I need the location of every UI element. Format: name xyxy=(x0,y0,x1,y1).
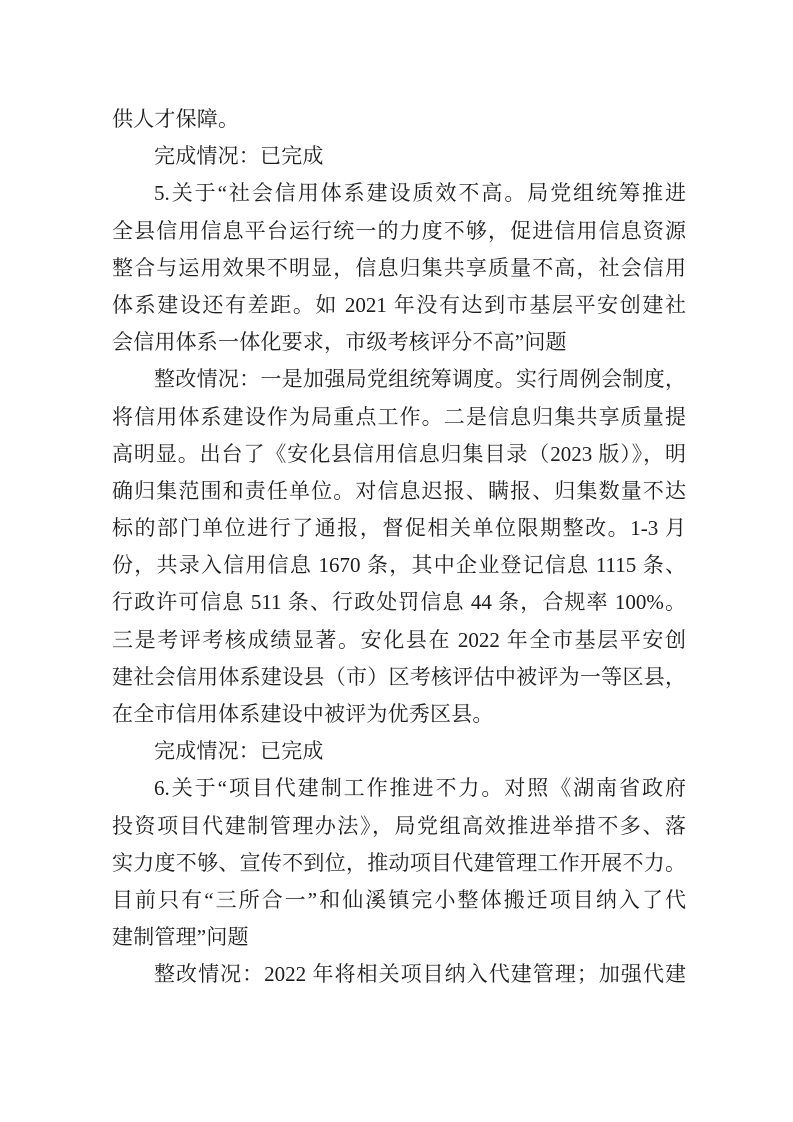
text-line: 6.关于“项目代建制工作推进不力。对照《湖南省政府 xyxy=(154,776,686,801)
text-line: 目前只有“三所合一”和仙溪镇完小整体搬迁项目纳入了代 xyxy=(112,887,686,912)
text-line: 全县信用信息平台运行统一的力度不够，促进信用信息资源 xyxy=(112,218,686,243)
text-line: 建制管理”问题 xyxy=(112,925,249,950)
text-line: 三是考评考核成绩显著。安化县在 2022 年全市基层平安创 xyxy=(112,627,686,652)
text-line: 在全市信用体系建设中被评为优秀区县。 xyxy=(112,702,494,726)
text-line: 将信用体系建设作为局重点工作。二是信息归集共享质量提 xyxy=(112,404,686,429)
text-block xyxy=(112,101,686,994)
text-line: 份，共录入信用信息 1670 条，其中企业登记信息 1115 条、 xyxy=(112,553,686,578)
text-line: 整改情况：一是加强局党组统筹调度。实行周例会制度， xyxy=(154,367,686,392)
text-line: 高明显。出台了《安化县信用信息归集目录（2023 版）》，明 xyxy=(112,441,686,466)
text-line: 行政许可信息 511 条、行政处罚信息 44 条，合规率 100%。 xyxy=(112,590,686,615)
text-line: 完成情况：已完成 xyxy=(154,144,324,169)
text-line: 建社会信用体系建设县（市）区考核评估中被评为一等区县， xyxy=(112,664,686,689)
text-line: 体系建设还有差距。如 2021 年没有达到市基层平安创建社 xyxy=(112,292,686,317)
text-line: 供人才保障。 xyxy=(112,107,240,131)
text-line: 实力度不够、宣传不到位，推动项目代建管理工作开展不力。 xyxy=(112,850,686,875)
text-line: 投资项目代建制管理办法》，局党组高效推进举措不多、落 xyxy=(112,813,686,838)
text-line: 标的部门单位进行了通报，督促相关单位限期整改。1-3 月 xyxy=(112,516,686,541)
text-line: 会信用体系一体化要求，市级考核评分不高”问题 xyxy=(112,330,567,355)
text-line: 完成情况：已完成 xyxy=(154,739,324,764)
text-line: 5.关于“社会信用体系建设质效不高。局党组统筹推进 xyxy=(154,181,686,206)
text-line: 整改情况：2022 年将相关项目纳入代建管理；加强代建 xyxy=(154,962,686,987)
text-line: 整合与运用效果不明显，信息归集共享质量不高，社会信用 xyxy=(112,255,686,280)
text-line: 确归集范围和责任单位。对信息迟报、瞒报、归集数量不达 xyxy=(112,478,686,503)
